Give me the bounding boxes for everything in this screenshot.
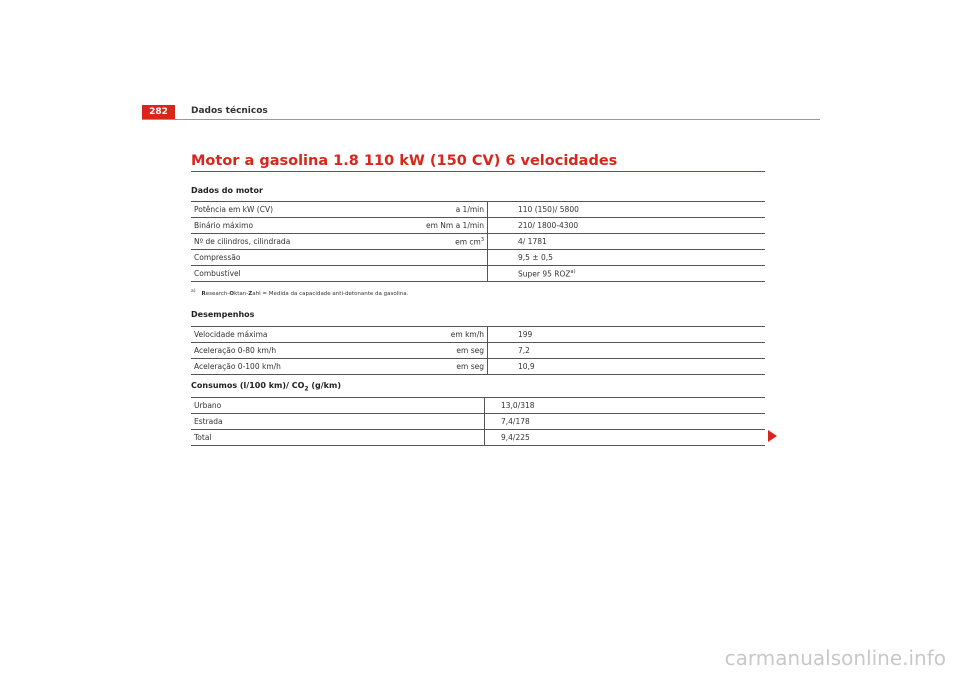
row-value: 10,9: [488, 359, 766, 375]
table-row: [191, 218, 765, 234]
header-divider: [142, 119, 820, 120]
row-label: Velocidade máxima: [191, 327, 421, 343]
consumption-heading-unit: (g/km): [308, 381, 341, 390]
row-value: 199: [488, 327, 766, 343]
table-row: [191, 266, 765, 282]
row-label: Estrada: [191, 414, 485, 430]
table-row: [191, 327, 765, 343]
consumption-heading-text: Consumos (l/100 km)/ CO: [191, 381, 305, 390]
engine-section-heading: Dados do motor: [191, 186, 263, 195]
row-unit: em seg: [421, 359, 488, 375]
row-unit: a 1/min: [421, 202, 488, 218]
table-row: [191, 359, 765, 375]
co2-subscript: 2: [304, 385, 309, 393]
row-value: 9,4/225: [485, 430, 766, 446]
table-row: [191, 430, 765, 446]
row-label: Aceleração 0-100 km/h: [191, 359, 421, 375]
consumption-section-heading: [191, 381, 341, 393]
footnote-text-z: ahl = Medida da capacidade anti-detonante da gasolina.: [252, 290, 409, 297]
row-value: 110 (150)/ 5800: [488, 202, 766, 218]
table-row: [191, 234, 765, 250]
engine-data-table: [191, 201, 765, 282]
row-label: Potência em kW (CV): [191, 202, 421, 218]
row-value: [488, 266, 766, 282]
row-label: Total: [191, 430, 485, 446]
footnote-initial-r: R: [201, 290, 206, 297]
row-value: 13,0/318: [485, 398, 766, 414]
row-label: Binário máximo: [191, 218, 421, 234]
footnote-initial-o: O: [229, 290, 235, 297]
table-row: [191, 398, 765, 414]
unit-text: em cm: [455, 237, 481, 247]
footnote-initial-z: Z: [248, 290, 253, 297]
consumption-table: [191, 397, 765, 446]
running-header: Dados técnicos: [191, 106, 268, 116]
row-value: 7,4/178: [485, 414, 766, 430]
unit-superscript: 3: [480, 236, 484, 243]
table-row: [191, 414, 765, 430]
row-value: 4/ 1781: [488, 234, 766, 250]
row-unit: em km/h: [421, 327, 488, 343]
footnote-text-o: ktan-: [234, 290, 249, 297]
page-title: Motor a gasolina 1.8 110 kW (150 CV) 6 velocidades: [191, 153, 618, 169]
row-value: 210/ 1800-4300: [488, 218, 766, 234]
footnote-reference: a): [570, 268, 576, 275]
footnote: [191, 289, 408, 297]
row-unit: [421, 234, 488, 250]
row-value: 7,2: [488, 343, 766, 359]
table-row: [191, 202, 765, 218]
row-label: Combustível: [191, 266, 421, 282]
footnote-mark: a): [191, 289, 196, 294]
continue-arrow-icon: [768, 430, 777, 442]
title-divider: [191, 171, 765, 172]
table-row: [191, 343, 765, 359]
footnote-text-r: esearch-: [205, 290, 230, 297]
value-text: Super 95 ROZ: [518, 269, 571, 279]
table-row: [191, 250, 765, 266]
watermark: carmanualsonline.info: [724, 646, 946, 670]
row-unit: em Nm a 1/min: [421, 218, 488, 234]
row-label: Nº de cilindros, cilindrada: [191, 234, 421, 250]
row-label: Aceleração 0-80 km/h: [191, 343, 421, 359]
page-number: 282: [142, 105, 175, 119]
row-label: Compressão: [191, 250, 421, 266]
performance-section-heading: Desempenhos: [191, 310, 255, 319]
row-label: Urbano: [191, 398, 485, 414]
performance-table: [191, 326, 765, 375]
row-unit: [421, 266, 488, 282]
row-unit: em seg: [421, 343, 488, 359]
row-value: 9,5 ± 0,5: [488, 250, 766, 266]
row-unit: [421, 250, 488, 266]
